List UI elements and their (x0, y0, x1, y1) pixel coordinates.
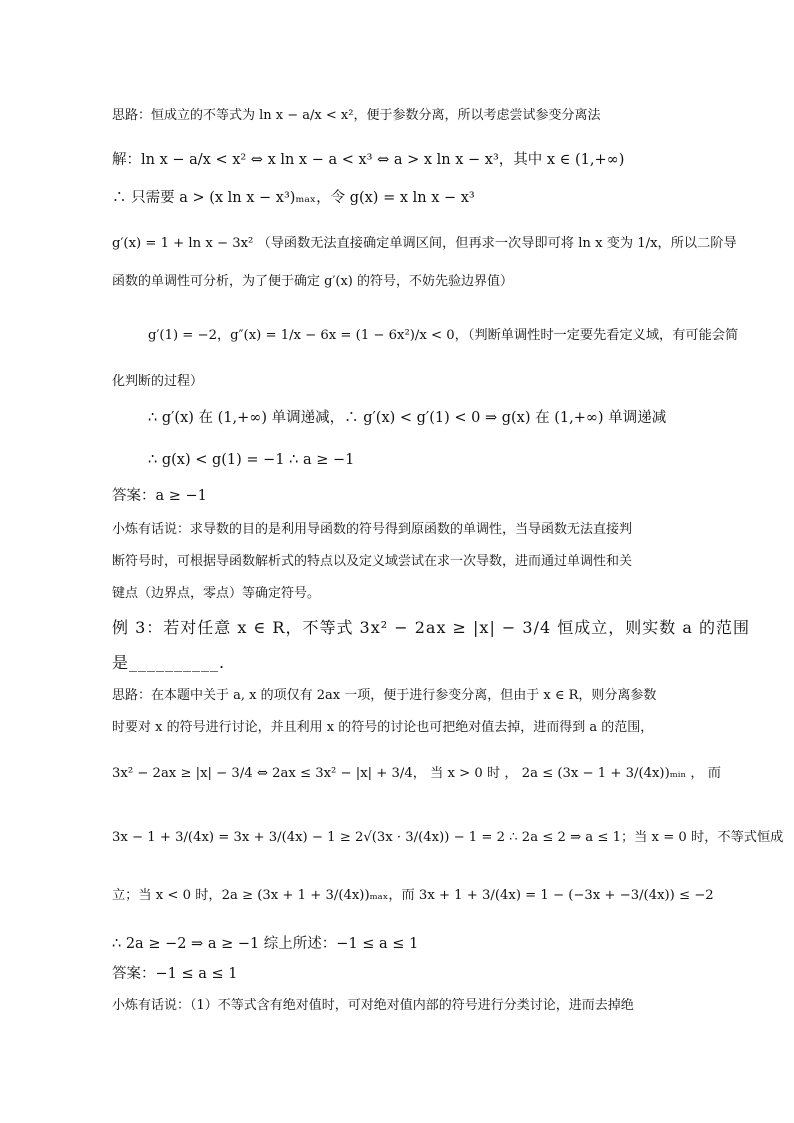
solution-step-1: ∴ 只需要 a > (x ln x − x³)ₘₐₓ，令 g(x) = x ln x − x³ (112, 190, 475, 206)
solution-step-4: ∴ g′(x) 在 (1,+∞) 单调递减，∴ g′(x) < g′(1) < 0 ⇒ g(x) 在 (1,+∞) 单调递减 (148, 410, 667, 426)
example-3-question: 例 3：若对任意 x ∈ R，不等式 3x² − 2ax ≥ |x| − 3/4 恒成立，则实数 a 的范围 (112, 618, 750, 637)
remark-1-line-3: 键点（边界点，零点）等确定符号。 (112, 586, 321, 601)
answer-2: 答案：−1 ≤ a ≤ 1 (112, 966, 238, 982)
example-3-idea-2: 时要对 x 的符号进行讨论，并且利用 x 的符号的讨论也可把绝对值去掉，进而得到 a 的范围， (112, 720, 654, 735)
solution-step-2-cont: 函数的单调性可分析，为了便于确定 g′(x) 的符号，不妨先验边界值） (112, 274, 514, 289)
example-3-step-2: 3x − 1 + 3/(4x) = 3x + 3/(4x) − 1 ≥ 2√(3x · 3/(4x)) − 1 = 2 ∴ 2a ≤ 2 ⇒ a ≤ 1；当 x = 0 时，不等式恒成 (112, 830, 784, 845)
remark-2-line-1: 小炼有话说：（1）不等式含有绝对值时，可对绝对值内部的符号进行分类讨论，进而去掉绝 (112, 998, 634, 1013)
solution-step-5: ∴ g(x) < g(1) = −1 ∴ a ≥ −1 (148, 452, 355, 468)
solution-idea-1: 思路：恒成立的不等式为 ln x − a/x < x²，便于参数分离，所以考虑尝试参变分离法 (112, 108, 601, 123)
remark-1-line-2: 断符号时，可根据导函数解析式的特点以及定义域尝试在求一次导数，进而通过单调性和关 (112, 554, 633, 569)
solution-step-3: g′(1) = −2，g″(x) = 1/x − 6x = (1 − 6x²)/x < 0，（判断单调性时一定要先看定义域，有可能会简 (148, 328, 739, 343)
example-3-conclusion: ∴ 2a ≥ −2 ⇒ a ≥ −1 综上所述：−1 ≤ a ≤ 1 (112, 936, 419, 952)
example-3-idea-1: 思路：在本题中关于 a, x 的项仅有 2ax 一项，便于进行参变分离，但由于 x ∈ R，则分离参数 (112, 688, 657, 703)
answer-1: 答案：a ≥ −1 (112, 488, 207, 504)
solution-step-3-cont: 化判断的过程） (112, 374, 204, 389)
solution-1: 解：ln x − a/x < x² ⇔ x ln x − a < x³ ⇔ a > x ln x − x³，其中 x ∈ (1,+∞) (112, 152, 625, 168)
solution-step-2: g′(x) = 1 + ln x − 3x² （导函数无法直接确定单调区间，但再求一次导即可将 ln x 变为 1/x，所以二阶导 (112, 236, 737, 251)
example-3-step-3: 立；当 x < 0 时，2a ≥ (3x + 1 + 3/(4x))ₘₐₓ，而 3x + 1 + 3/(4x) = 1 − (−3x + −3/(4x)) ≤ −2 (112, 888, 714, 903)
remark-1-line-1: 小炼有话说：求导数的目的是利用导函数的符号得到原函数的单调性，当导函数无法直接判 (112, 522, 633, 537)
example-3-step-1: 3x² − 2ax ≥ |x| − 3/4 ⇔ 2ax ≤ 3x² − |x| + 3/4， 当 x > 0 时 ， 2a ≤ (3x − 1 + 3/(4x))ₘᵢₙ ， 而 (112, 766, 721, 781)
example-3-question-cont: 是__________. (112, 653, 226, 672)
